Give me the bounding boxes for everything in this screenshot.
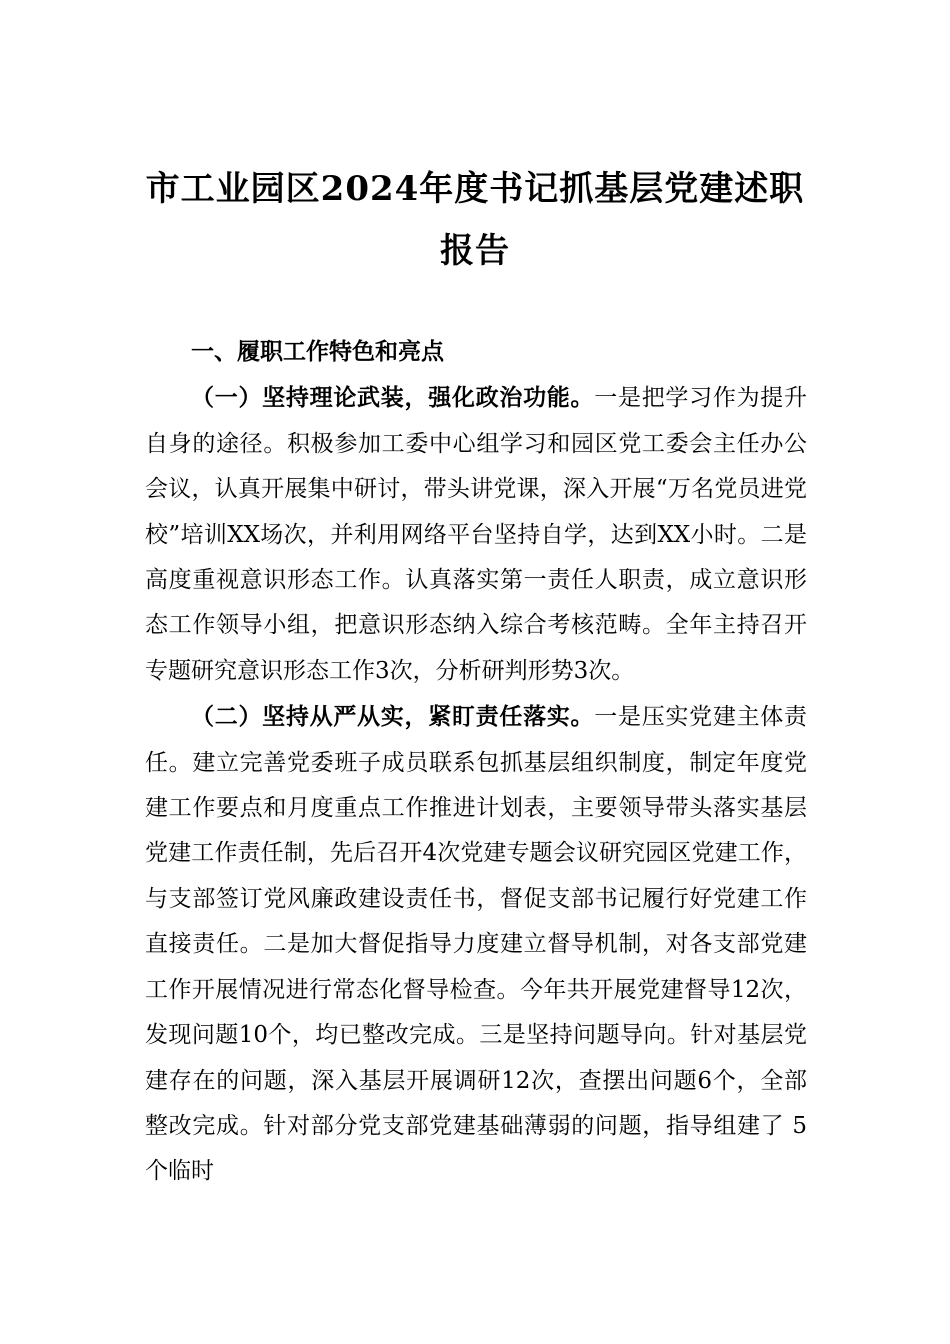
paragraph-1: [145, 375, 807, 694]
paragraph-1-lead: （一）坚持理论武装，强化政治功能。: [191, 384, 595, 412]
section-heading: 一、履职工作特色和亮点: [191, 339, 444, 365]
paragraph-2: [145, 694, 807, 1194]
paragraph-2-text: 一是压实党建主体责任。建立完善党委班子成员联系包抓基层组织制度，制定年度党建工作要点和月度重点工作推进计划表，主要领导带头落实基层党建工作责任制，先后召开4次党建专题会议研究园区党建工作，与支部签订党风廉政建设责任书，督促支部书记履行好党建工作直接责任。二是加大督促指导力度建立督导机制，对各支部党建工作开展情况进行常态化督导检查。今年共开展党建督导12次，发现问题10个，均已整改完成。三是坚持问题导向。针对基层党建存在的问题，深入基层开展调研12次，查摆出问题6个，全部整改完成。针对部分党支部党建基础薄弱的问题，指导组建了 5个临时: [145, 704, 808, 1185]
document-body: [145, 330, 807, 1195]
paragraph-1-text: 一是把学习作为提升自身的途径。积极参加工委中心组学习和园区党工委会主任办公会议，认真开展集中研讨，带头讲党课，深入开展“万名党员进党校”培训XX场次，并利用网络平台坚持自学，达到XX小时。二是高度重视意识形态工作。认真落实第一责任人职责，成立意识形态工作领导小组，把意识形态纳入综合考核范畴。全年主持召开专题研究意识形态工作3次，分析研判形势3次。: [145, 385, 808, 684]
paragraph-2-lead: （二）坚持从严从实，紧盯责任落实。: [191, 703, 595, 731]
document-title: 市工业园区2024年度书记抓基层党建述职报告: [145, 169, 805, 271]
